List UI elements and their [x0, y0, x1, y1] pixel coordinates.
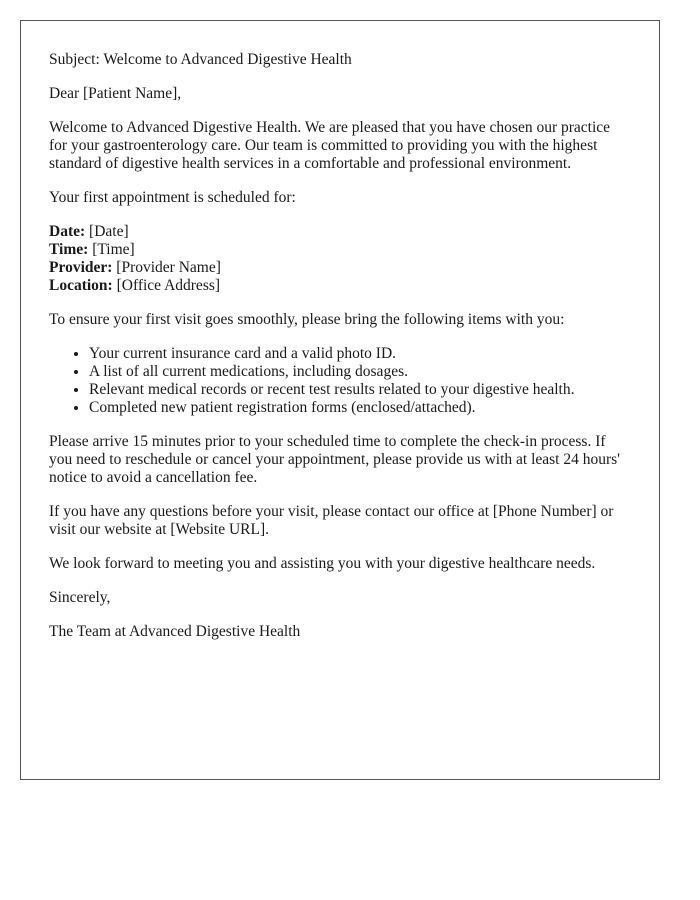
- valediction: Sincerely,: [49, 589, 111, 606]
- time-label: Time:: [49, 241, 89, 258]
- provider-label: Provider:: [49, 259, 113, 276]
- provider-value: [Provider Name]: [112, 259, 221, 276]
- bring-intro: To ensure your first visit goes smoothly, please bring the following items with you:: [49, 311, 565, 328]
- arrival-paragraph: Please arrive 15 minutes prior to your scheduled time to complete the check-in process. If you need to reschedule or cancel your appointment, please provide us with at least 24 hours' notice to avoid a cancellation fee.: [49, 433, 620, 486]
- contact-paragraph: If you have any questions before your visit, please contact our office at [Phone Number] or visit our website at [Website URL].: [49, 503, 614, 538]
- list-item: • Completed new patient registration forms (enclosed/attached).: [89, 399, 631, 417]
- location-label: Location:: [49, 277, 113, 294]
- list-item: • Your current insurance card and a valid photo ID.: [89, 345, 631, 363]
- appointment-intro: Your first appointment is scheduled for:: [49, 189, 296, 206]
- items-list: [49, 345, 631, 417]
- letter-page: [20, 20, 660, 780]
- subject-line: Subject: Welcome to Advanced Digestive Health: [49, 51, 352, 68]
- closing-note: We look forward to meeting you and assisting you with your digestive healthcare needs.: [49, 555, 596, 572]
- intro-paragraph: Welcome to Advanced Digestive Health. We are pleased that you have chosen our practice for your gastroenterology care. Our team is committed to providing you with the highest standard of digestive health services in a comfortable and professional environment.: [49, 119, 611, 172]
- date-value: [Date]: [85, 223, 129, 240]
- list-item: • A list of all current medications, including dosages.: [89, 363, 631, 381]
- appointment-location: [49, 277, 631, 295]
- greeting: Dear [Patient Name],: [49, 85, 182, 102]
- appointment-provider: [49, 259, 631, 277]
- list-item: • Relevant medical records or recent test results related to your digestive health.: [89, 381, 631, 399]
- date-label: Date:: [49, 223, 86, 240]
- signature: The Team at Advanced Digestive Health: [49, 623, 301, 640]
- location-value: [Office Address]: [112, 277, 221, 294]
- appointment-details: [49, 223, 631, 295]
- appointment-date: [49, 223, 631, 241]
- time-value: [Time]: [88, 241, 135, 258]
- appointment-time: [49, 241, 631, 259]
